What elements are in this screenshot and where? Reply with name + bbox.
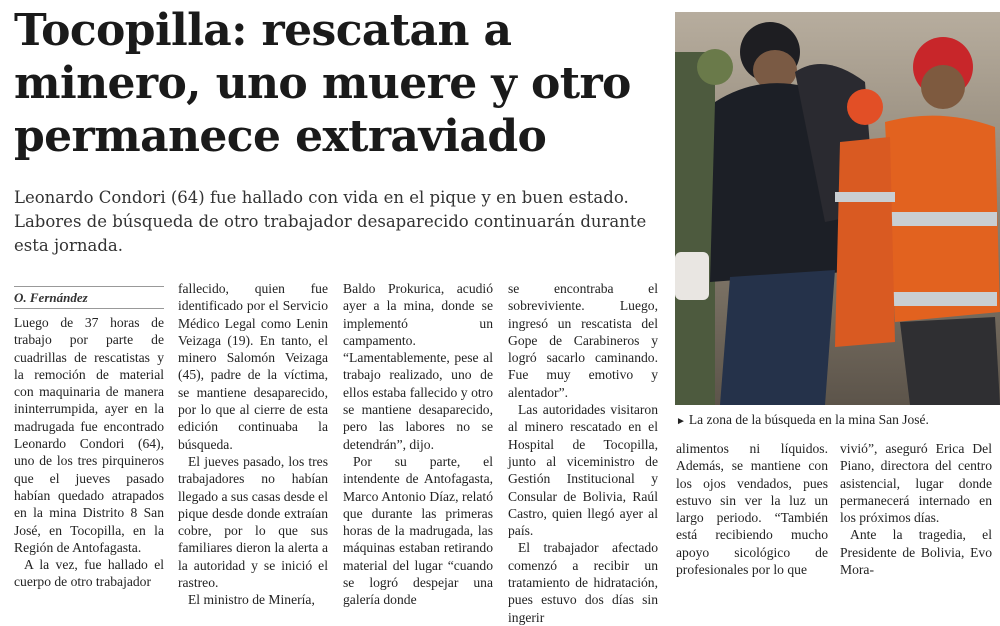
caption-text: La zona de la búsqueda en la mina San José.: [688, 412, 929, 427]
paragraph: Luego de 37 horas de trabajo por parte de cuadrillas de rescatistas y la remoción de material con maquinaria de manera ininterrumpida, ayer en la madrugada fue encontrado Leonardo Condori (64), uno de los tres pirquineros que el jueves pasado habían quedado atrapados en la mina Distrito 8 San José, en Tocopilla, en la Región de Antofagasta.: [14, 315, 164, 555]
article-column-4: [508, 280, 658, 625]
article-column-6: [840, 440, 992, 578]
paragraph: vivió”, aseguró Erica Del Piano, directora del centro asistencial, lugar donde permanecerá internado en los próximos días.: [840, 441, 992, 526]
paragraph: Las autoridades visitaron al minero rescatado en el Hospital de Tocopilla, junto al viceministro de Gestión Institucional y Consular de Bolivia, Raúl Castro, quien llegó ayer al país.: [508, 402, 658, 539]
photo-caption: [676, 412, 996, 428]
paragraph: fallecido, quien fue identificado por el Servicio Médico Legal como Lenin Veizaga (19). En tanto, el minero Salomón Veizaga (45), padre de la víctima, se mantiene desaparecido, por lo que al cierre de esta edición continuaba la búsqueda.: [178, 281, 328, 452]
paragraph: Baldo Prokurica, acudió ayer a la mina, donde se implementó un campamento. “Lamentablemente, pese al trabajo realizado, uno de ellos estaba fallecido y otro se mantiene desaparecido, pero las labores no se detendrán”, dijo.: [343, 281, 493, 452]
article-column-3: [343, 280, 493, 608]
paragraph: Por su parte, el intendente de Antofagasta, Marco Antonio Díaz, relató que durante las primeras horas de la madrugada, las máquinas estaban retirando material del lugar “cuando se logró despejar una galería donde: [343, 453, 493, 608]
paragraph: El trabajador afectado comenzó a recibir un tratamiento de hidratación, pues estuvo dos días sin ingerir: [508, 540, 658, 625]
paragraph: El ministro de Minería,: [188, 592, 315, 608]
article-column-2: [178, 280, 328, 608]
paragraph: A la vez, fue hallado el cuerpo de otro trabajador: [14, 557, 164, 590]
article-column-5: [676, 440, 828, 578]
article-column-1: [14, 314, 164, 604]
paragraph: alimentos ni líquidos. Además, se mantiene con los ojos vendados, pues estuvo sin ver la luz un largo periodo. “También está recibiendo mucho apoyo sicológico de profesionales por lo que: [676, 441, 828, 578]
news-photo: [675, 12, 1000, 405]
headline: Tocopilla: rescatan a minero, uno muere y otro permanece extraviado: [14, 5, 631, 162]
paragraph: se encontraba el sobreviviente. Luego, ingresó un rescatista del Gope de Carabineros y logró sacarlo caminando. Fue muy emotivo y alentador”.: [508, 281, 658, 400]
byline: O. Fernández: [14, 286, 164, 309]
rescue-workers-photo: [675, 12, 1000, 405]
paragraph: El jueves pasado, los tres trabajadores no habían llegado a sus casas desde el pique desde donde extraían cobre, por lo que sus familiares dieron la alerta a la autoridad y se inició el rastreo.: [178, 453, 328, 591]
caption-marker: ►: [676, 416, 686, 427]
deck-summary: Leonardo Condori (64) fue hallado con vida en el pique y en buen estado. Labores de búsqueda de otro trabajador desaparecido continuarán durante esta jornada.: [14, 188, 647, 255]
paragraph: Ante la tragedia, el Presidente de Bolivia, Evo Mora-: [840, 527, 992, 578]
